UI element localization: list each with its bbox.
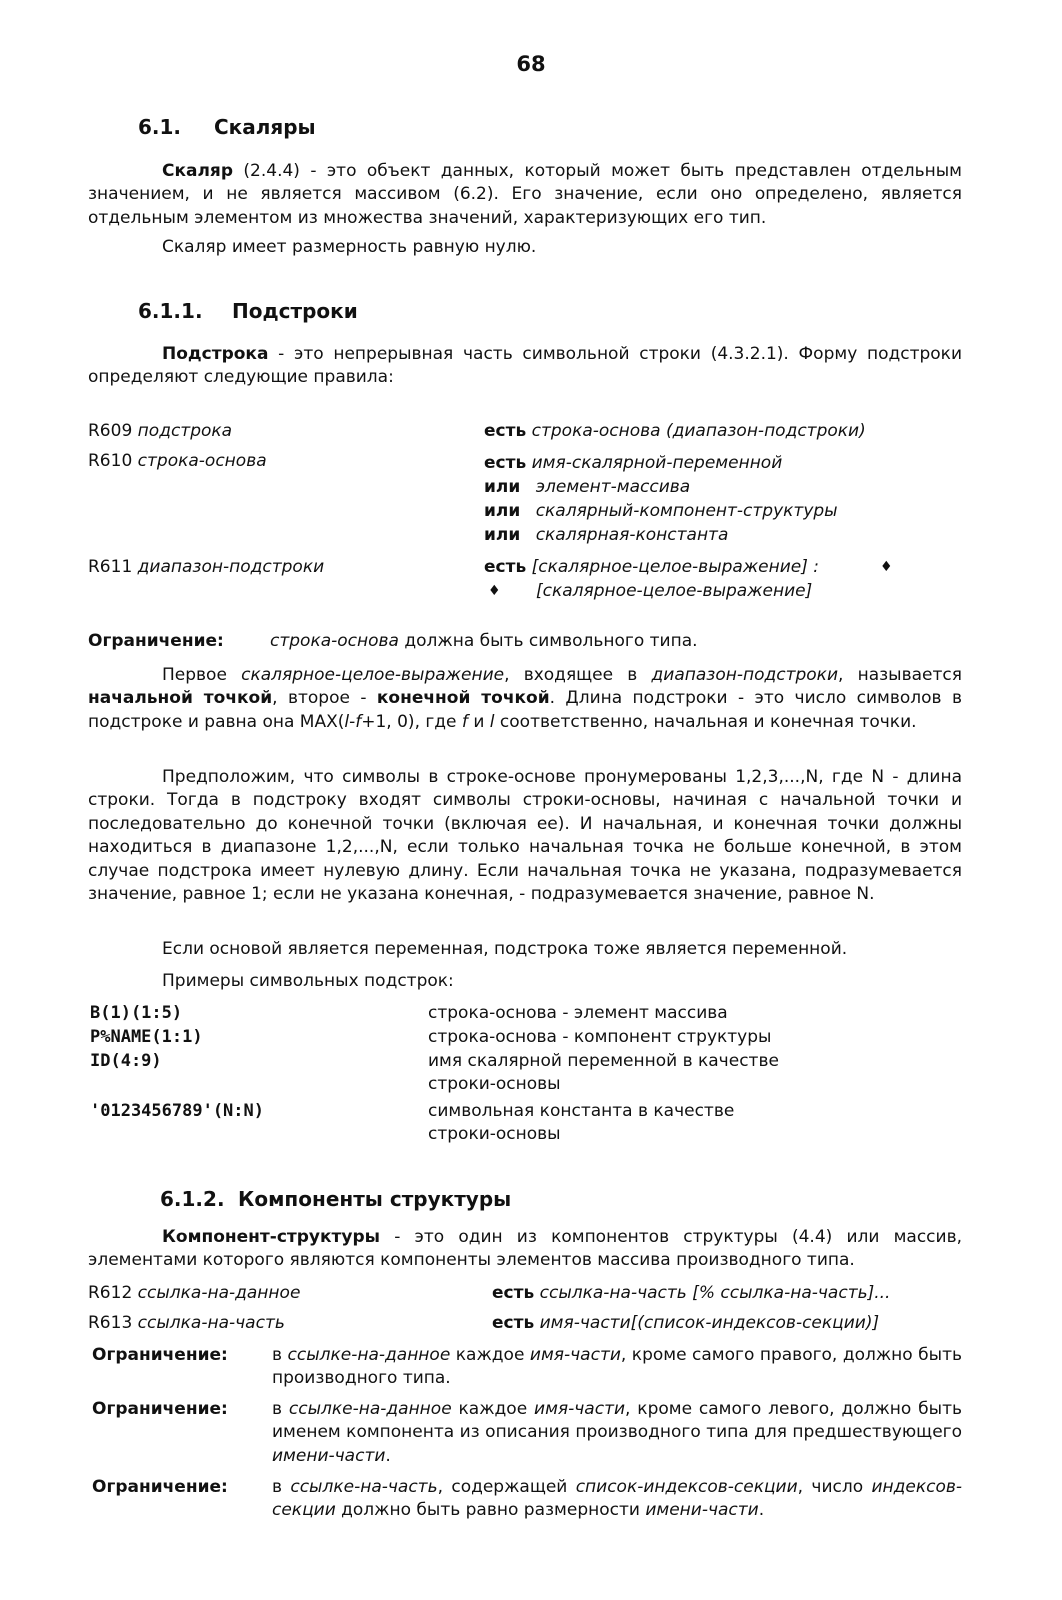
text: в — [272, 1345, 288, 1365]
rule-code: R610 — [88, 451, 133, 471]
text: , кроме самого левого, должно быть именем компонента из описания производного типа для предшествующего — [272, 1399, 962, 1443]
continuation-diamond-icon: ♦ — [488, 583, 501, 599]
paragraph-text: - это один из компонентов структуры (4.4) или массив, элементами которого являются компоненты элементов массива производного типа. — [88, 1227, 962, 1271]
variable: l — [344, 711, 350, 732]
term: имени-части — [645, 1500, 759, 1521]
constraint-text-1 — [272, 1344, 962, 1391]
rule-r610-alt3 — [484, 524, 728, 547]
rule-keyword: есть — [492, 1313, 535, 1333]
constraint-label: Ограничение: — [88, 631, 224, 651]
text: должно быть равно размерности — [335, 1500, 646, 1521]
rule-definition: имя-скалярной-переменной — [531, 453, 783, 473]
text: каждое — [451, 1399, 535, 1419]
text: +1, 0), где — [361, 711, 462, 732]
term-end-point: конечной точкой — [376, 688, 550, 709]
text: в — [272, 1399, 289, 1419]
example-code: B(1)(1:5) — [90, 1003, 183, 1023]
rule-name: подстрока — [137, 421, 233, 441]
rule-definition: строка-основа (диапазон-подстроки) — [531, 421, 866, 441]
example-description: строка-основа - элемент массива — [428, 1003, 728, 1023]
section-number: 6.1.1. — [138, 299, 203, 323]
term: имя-части — [534, 1399, 626, 1419]
rule-r612-right — [492, 1282, 890, 1305]
rule-r613-left — [88, 1312, 285, 1335]
rule-definition: ссылка-на-часть [% ссылка-на-часть]... — [539, 1283, 891, 1303]
rule-r611-right — [484, 556, 819, 579]
paragraph-scalar-definition — [88, 160, 962, 230]
text: каждое — [450, 1345, 530, 1365]
term-substring: Подстрока — [162, 344, 269, 364]
paragraph-text: (2.4.4) - это объект данных, который может быть представлен отдельным значением, и не является массивом (6.2). Его значение, если оно определено, является отдельным элементом из множества значений, характеризующих его тип. — [88, 161, 962, 228]
term: имя-части — [529, 1345, 621, 1365]
rule-r610-alt2 — [484, 500, 838, 523]
paragraph-character-numbering: Предположим, что символы в строке-основе пронумерованы 1,2,3,...,N, где N - длина строки. Тогда в подстроку входят символы строки-основы, начиная с начальной точки и последовательно до конечной точки (включая ее). И начальная, и конечная точки должны находиться в диапазоне 1,2,...,N, если только начальная точка не больше конечной, в этом случае подстрока имеет нулевую длину. Если начальная точка не указана, подразумевается значение, равное 1; если не указана конечная, - подразумевается значение, равное N. — [88, 767, 962, 905]
text: . Длина подстроки - это число символов в подстроке и равна она MAX( — [88, 688, 962, 732]
rule-r610-right — [484, 452, 782, 475]
paragraph-substring-definition — [88, 343, 962, 390]
text: . — [758, 1500, 765, 1521]
rule-code: R613 — [88, 1313, 133, 1333]
rule-definition: [скалярное-целое-выражение] — [536, 581, 813, 601]
text: Первое — [162, 665, 242, 685]
rule-keyword: есть — [484, 421, 527, 441]
example-code: ID(4:9) — [90, 1051, 162, 1071]
term: ссылке-на-данное — [288, 1399, 452, 1419]
section-number: 6.1. — [138, 115, 182, 139]
paragraph-variable-base: Если основой является переменная, подстрока тоже является переменной. — [162, 939, 848, 959]
rule-keyword: или — [484, 525, 521, 545]
text: и — [467, 711, 490, 732]
term: скалярное-целое-выражение — [241, 665, 505, 685]
text: . — [385, 1445, 391, 1466]
text: , входящее в — [504, 665, 652, 685]
variable: f — [355, 711, 362, 732]
section-heading-6-1-1 — [138, 298, 358, 326]
rule-name: ссылка-на-данное — [137, 1283, 301, 1303]
variable: f — [461, 711, 468, 732]
constraint-label: Ограничение: — [92, 1477, 228, 1497]
text: - — [349, 711, 356, 732]
section-title: Скаляры — [214, 115, 316, 139]
page-number: 68 — [516, 52, 546, 76]
text: в — [272, 1477, 291, 1497]
paragraph-text: - это непрерывная часть символьной строки (4.3.2.1). Форму подстроки определяют следующие правила: — [88, 344, 962, 388]
rule-r610-left — [88, 450, 267, 473]
section-title: Подстроки — [232, 299, 358, 323]
rule-r612-left — [88, 1282, 300, 1305]
constraint-term: строка-основа — [270, 631, 399, 651]
rule-keyword: есть — [492, 1283, 535, 1303]
section-number: 6.1.2. — [160, 1187, 225, 1211]
term: список-индексов-секции — [575, 1477, 798, 1497]
constraint-text-2 — [272, 1398, 962, 1468]
constraint-label: Ограничение: — [92, 1345, 228, 1365]
rule-definition: [скалярное-целое-выражение] : — [531, 557, 819, 577]
rule-name: ссылка-на-часть — [137, 1313, 285, 1333]
continuation-diamond-icon: ♦ — [880, 559, 893, 575]
text: , второе - — [272, 688, 377, 709]
rule-code: R611 — [88, 557, 133, 577]
term: имени-части — [272, 1445, 386, 1466]
term-component: Компонент-структуры — [162, 1227, 381, 1247]
rule-keyword: или — [484, 501, 521, 521]
example-description: строка-основа - компонент структуры — [428, 1027, 772, 1047]
term-start-point: начальной точкой — [88, 688, 273, 709]
term: диапазон-подстроки — [651, 665, 838, 685]
rule-r609-left — [88, 420, 232, 443]
rule-code: R609 — [88, 421, 133, 441]
text: , кроме самого правого, должно быть производного типа. — [272, 1345, 962, 1389]
section-heading-6-1 — [138, 114, 316, 142]
paragraph-examples-intro: Примеры символьных подстрок: — [162, 971, 454, 991]
rule-r610-alt1 — [484, 476, 690, 499]
text: соответственно, начальная и конечная точки. — [494, 711, 917, 732]
variable: l — [489, 711, 495, 732]
example-description: имя скалярной переменной в качестве строки-основы — [428, 1051, 779, 1095]
section-heading-6-1-2 — [160, 1186, 511, 1214]
term: индексов-секции — [272, 1477, 962, 1521]
text: , содержащей — [437, 1477, 576, 1497]
rule-alternative: скалярный-компонент-структуры — [535, 501, 838, 521]
text: , называется — [838, 665, 962, 685]
rule-alternative: скалярная-константа — [535, 525, 729, 545]
term: ссылке-на-данное — [287, 1345, 451, 1365]
paragraph-component-definition — [88, 1226, 962, 1273]
rule-r609-right — [484, 420, 866, 443]
term: ссылке-на-часть — [290, 1477, 438, 1497]
example-description: символьная константа в качестве строки-основы — [428, 1101, 735, 1145]
example-code: '0123456789'(N:N) — [90, 1101, 264, 1121]
rule-definition: имя-части[(список-индексов-секции)] — [539, 1313, 880, 1333]
example-code: P%NAME(1:1) — [90, 1027, 203, 1047]
constraint-label: Ограничение: — [92, 1399, 228, 1419]
rule-name: диапазон-подстроки — [137, 557, 325, 577]
section-title: Компоненты структуры — [238, 1187, 512, 1211]
rule-name: строка-основа — [137, 451, 267, 471]
rule-alternative: элемент-массива — [535, 477, 691, 497]
constraint-text — [270, 630, 698, 653]
text: , число — [797, 1477, 872, 1497]
rule-keyword: есть — [484, 453, 527, 473]
rule-r613-right — [492, 1312, 879, 1335]
rule-keyword: или — [484, 477, 521, 497]
rule-r611-continuation — [536, 580, 812, 603]
rule-code: R612 — [88, 1283, 133, 1303]
constraint-text-3 — [272, 1476, 962, 1523]
constraint-rest: должна быть символьного типа. — [398, 631, 698, 651]
rule-r611-left — [88, 556, 324, 579]
rule-keyword: есть — [484, 557, 527, 577]
paragraph-start-end-points — [88, 664, 962, 734]
term-scalar: Скаляр — [162, 161, 234, 181]
paragraph-scalar-rank: Скаляр имеет размерность равную нулю. — [162, 237, 537, 257]
